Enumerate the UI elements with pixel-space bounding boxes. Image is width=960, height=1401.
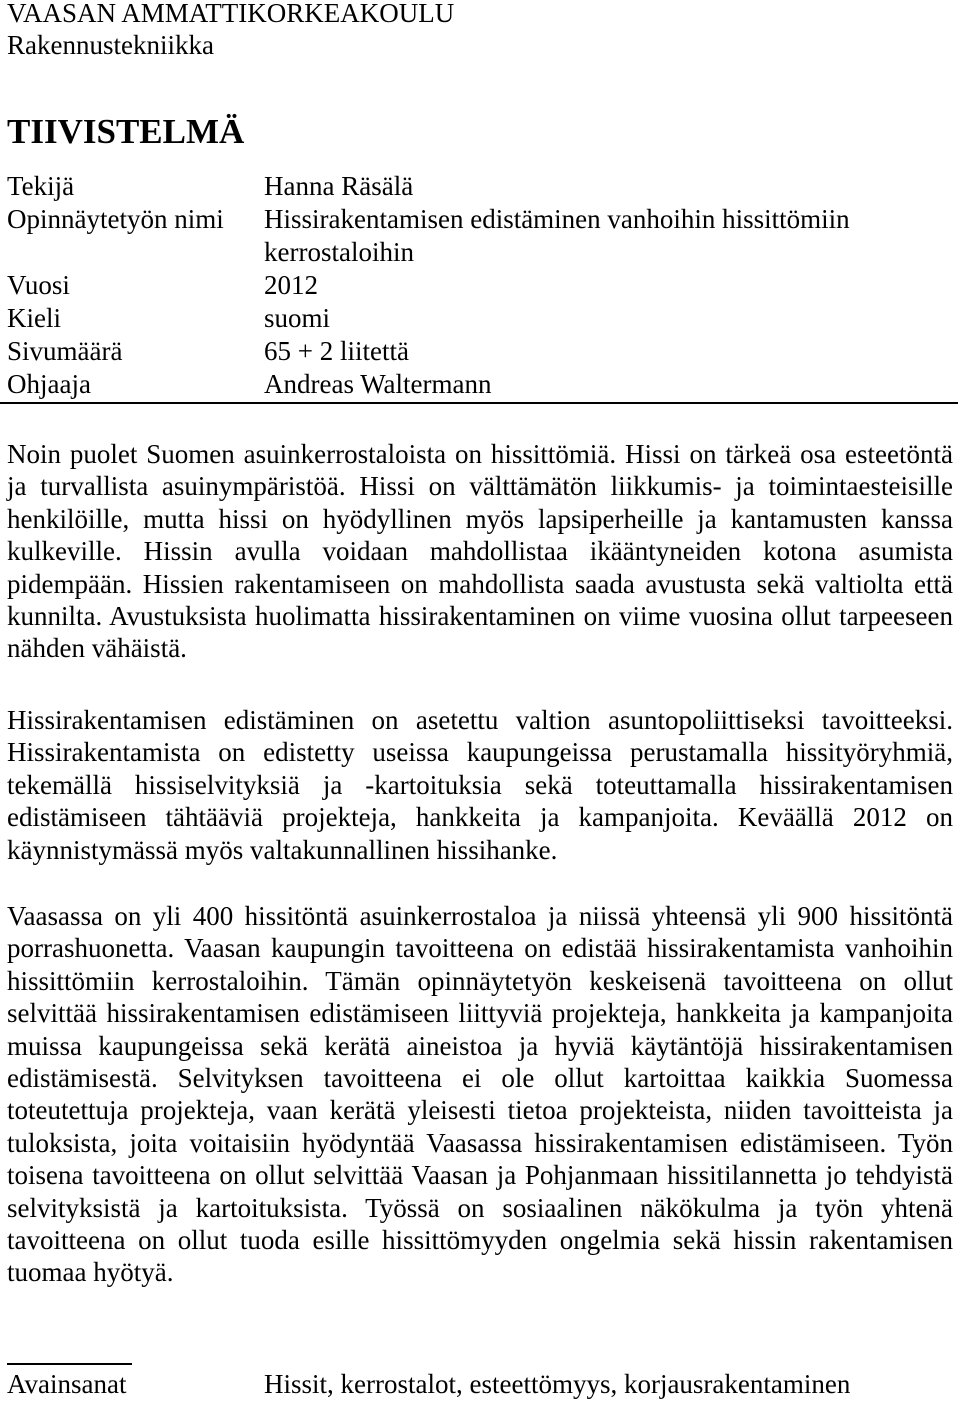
year-label: Vuosi xyxy=(7,270,70,300)
keywords-value: Hissit, kerrostalot, esteettömyys, korjausrakentaminen xyxy=(264,1369,851,1399)
year-value: 2012 xyxy=(264,270,318,300)
language-value: suomi xyxy=(264,303,331,333)
thesis-title-value: Hissirakentamisen edistäminen vanhoihin hissittömiin xyxy=(264,204,850,234)
supervisor-value: Andreas Waltermann xyxy=(264,369,492,399)
supervisor-label: Ohjaaja xyxy=(7,369,91,399)
author-value: Hanna Räsälä xyxy=(264,171,414,201)
institution-name: VAASAN AMMATTIKORKEAKOULU xyxy=(7,0,455,28)
abstract-paragraph-3: Vaasassa on yli 400 hissitöntä asuinkerrostaloa ja niissä yhteensä yli 900 hissitöntä porrashuonetta. Vaasan kaupungin tavoitteena on edistää hissirakentamista vanhoihin hissittömiin kerrostaloihin. Tämän opinnäytetyön keskeisenä tavoitteena on ollut selvittää hissirakentamisen edistämiseen liittyviä projekteja, hankkeita ja kampanjoita muissa kaupungeissa sekä kerätä aineistoa ja hyviä käytäntöjä hissirakentamisen edistämisestä. Selvityksen tavoitteena ei ole ollut kartoittaa kaikkia Suomessa toteutettuja projekteja, vaan kerätä yleisesti tietoa projekteista, niiden tavoitteista ja tuloksista, joita voitaisiin hyödyntää Vaasassa hissirakentamisen edistämiseen. Työn toisena tavoitteena on ollut selvittää Vaasan ja Pohjanmaan hissitilannetta jo tehdyistä selvityksistä ja kartoituksista. Työssä on sosiaalinen näkökulma ja työn yhtenä tavoitteena on ollut tuoda esille hissittömyyden ongelmia sekä hissin rakentamisen tuomaa hyötyä. xyxy=(7,901,953,1288)
language-label: Kieli xyxy=(7,303,61,333)
author-label: Tekijä xyxy=(7,171,75,201)
page-title: TIIVISTELMÄ xyxy=(7,112,245,151)
abstract-paragraph-1: Noin puolet Suomen asuinkerrostaloista on hissittömiä. Hissi on tärkeä osa esteetöntä ja turvallista asuinympäristöä. Hissi on välttämätön liikkumis- ja toimintaesteisille henkilöille, mutta hissi on hyödyllinen myös lapsiperheille ja kantamusten kanssa kulkeville. Hissin avulla voidaan mahdollistaa ikääntyneiden kotona asumista pidempään. Hissien rakentamiseen on mahdollista saada avustusta sekä valtiolta että kunnilta. Avustuksista huolimatta hissirakentaminen on viime vuosina ollut tarpeeseen nähden vähäistä. xyxy=(7,439,953,664)
keywords-divider xyxy=(7,1363,132,1365)
abstract-paragraph-2: Hissirakentamisen edistäminen on asetettu valtion asuntopoliittiseksi tavoitteeksi. Hissirakentamista on edistetty useissa kaupungeissa perustamalla hissityöryhmiä, tekemällä hissiselvityksiä ja -kartoituksia sekä toteuttamalla hissirakentamisen edistämiseen tähtääviä projekteja, hankkeita ja kampanjoita. Keväällä 2012 on käynnistymässä myös valtakunnallinen hissihanke. xyxy=(7,705,953,865)
page-count-value: 65 + 2 liitettä xyxy=(264,336,409,366)
keywords-label: Avainsanat xyxy=(7,1369,127,1399)
department-name: Rakennustekniikka xyxy=(7,30,214,60)
thesis-title-label: Opinnäytetyön nimi xyxy=(7,204,224,234)
meta-divider xyxy=(0,402,958,404)
page-count-label: Sivumäärä xyxy=(7,336,123,366)
thesis-title-value-continued: kerrostaloihin xyxy=(264,237,414,267)
